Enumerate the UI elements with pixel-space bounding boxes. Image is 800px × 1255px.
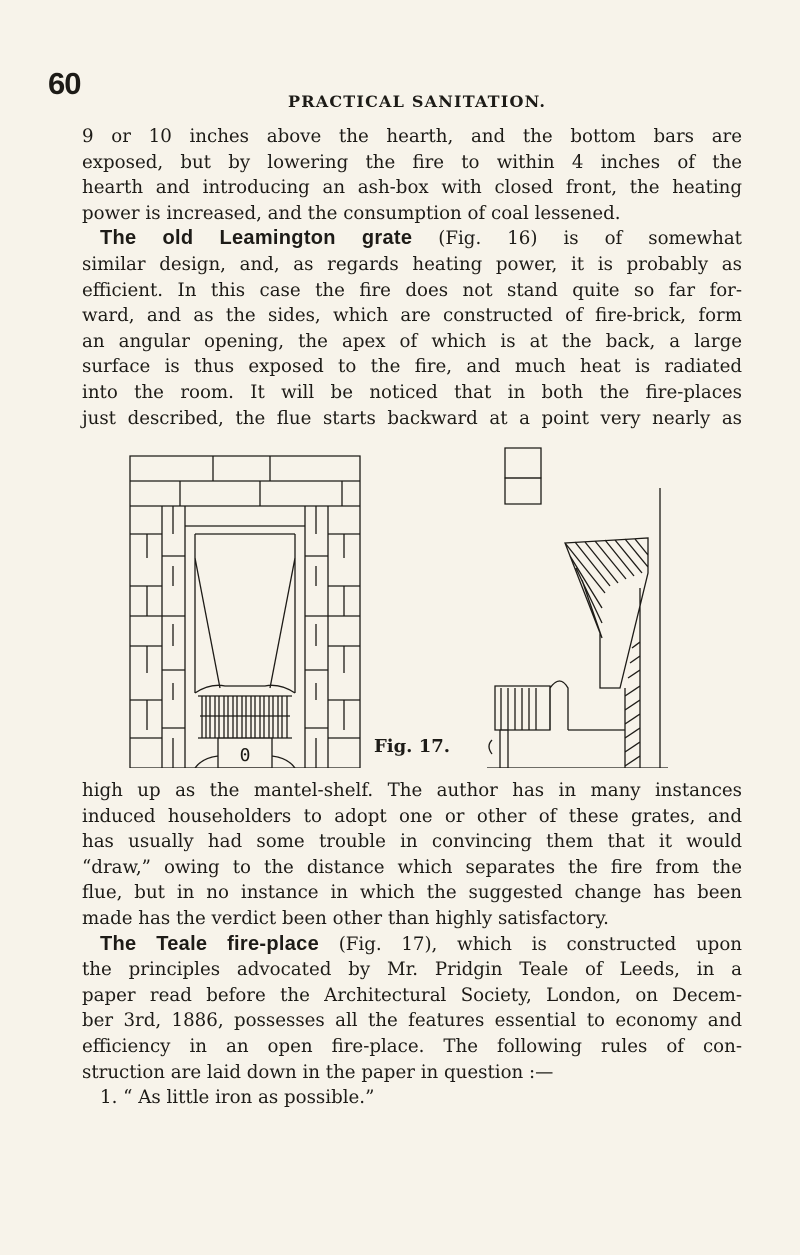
text-line: power is increased, and the consumption of coal lessened. [82,202,621,224]
text-line: high up as the mantel-shelf. The author has in many instances [82,780,742,801]
text-line: surface is thus exposed to the fire, and much heat is radiated [82,356,742,378]
text-line [82,226,742,252]
text-line-rest: (Fig. 16) is of somewhat [412,228,742,250]
text-line: paper read before the Architectural Society, London, on Decem- [82,984,742,1006]
section-view [487,448,668,768]
section-lead: The old Leamington grate [100,227,413,250]
text-line: 1. “ As little iron as possible.” [100,1087,375,1109]
figure-caption: Fig. 17. [373,736,451,757]
paragraph-bottom [82,778,742,1111]
text-line: ward, and as the sides, which are constructed of fire-brick, form [82,305,742,327]
teale-fireplace-drawing [120,438,690,768]
text-line: flue, but in no instance in which the suggested change has been [82,882,742,904]
page-number: 60 [48,66,81,101]
text-line: struction are laid down in the paper in question :— [82,1061,554,1083]
right-brick-column [305,506,360,768]
fireplace-figure [120,438,690,768]
fire-bars [195,685,295,738]
text-line: made has the verdict been other than highly satisfactory. [82,907,609,929]
text-line: hearth and introducing an ash-box with closed front, the heating [82,177,742,199]
text-line: similar design, and, as regards heating power, it is probably as [82,253,742,275]
text-line: ber 3rd, 1886, possesses all the features essential to economy and [82,1010,742,1032]
left-brick-column [130,506,185,768]
section-lead: The Teale fire-place [100,932,320,955]
text-line: “draw,” owing to the distance which separates the fire from the [82,856,742,878]
text-line: just described, the flue starts backward at a point very nearly as [82,407,742,429]
running-title: PRACTICAL SANITATION. [288,92,547,111]
text-line: the principles advocated by Mr. Pridgin Teale of Leeds, in a [82,959,742,981]
text-line: exposed, but by lowering the fire to within 4 inches of the [82,151,742,173]
ash-box-label: 0 [239,745,251,766]
text-line: induced householders to adopt one or other of these grates, and [82,805,742,827]
text-line [82,932,742,958]
text-line: efficient. In this case the fire does not stand quite so far for- [82,279,742,301]
text-line-rest: (Fig. 17), which is constructed upon [319,933,742,955]
text-line: efficiency in an open fire-place. The following rules of con- [82,1035,742,1057]
text-line: into the room. It will be noticed that in both the fire-places [82,381,742,403]
paragraph-top [82,124,742,431]
text-line: 9 or 10 inches above the hearth, and the bottom bars are [82,126,742,147]
text-line: has usually had some trouble in convincing them that it would [82,831,742,853]
text-line: an angular opening, the apex of which is at the back, a large [82,330,742,352]
front-elevation [130,456,360,768]
